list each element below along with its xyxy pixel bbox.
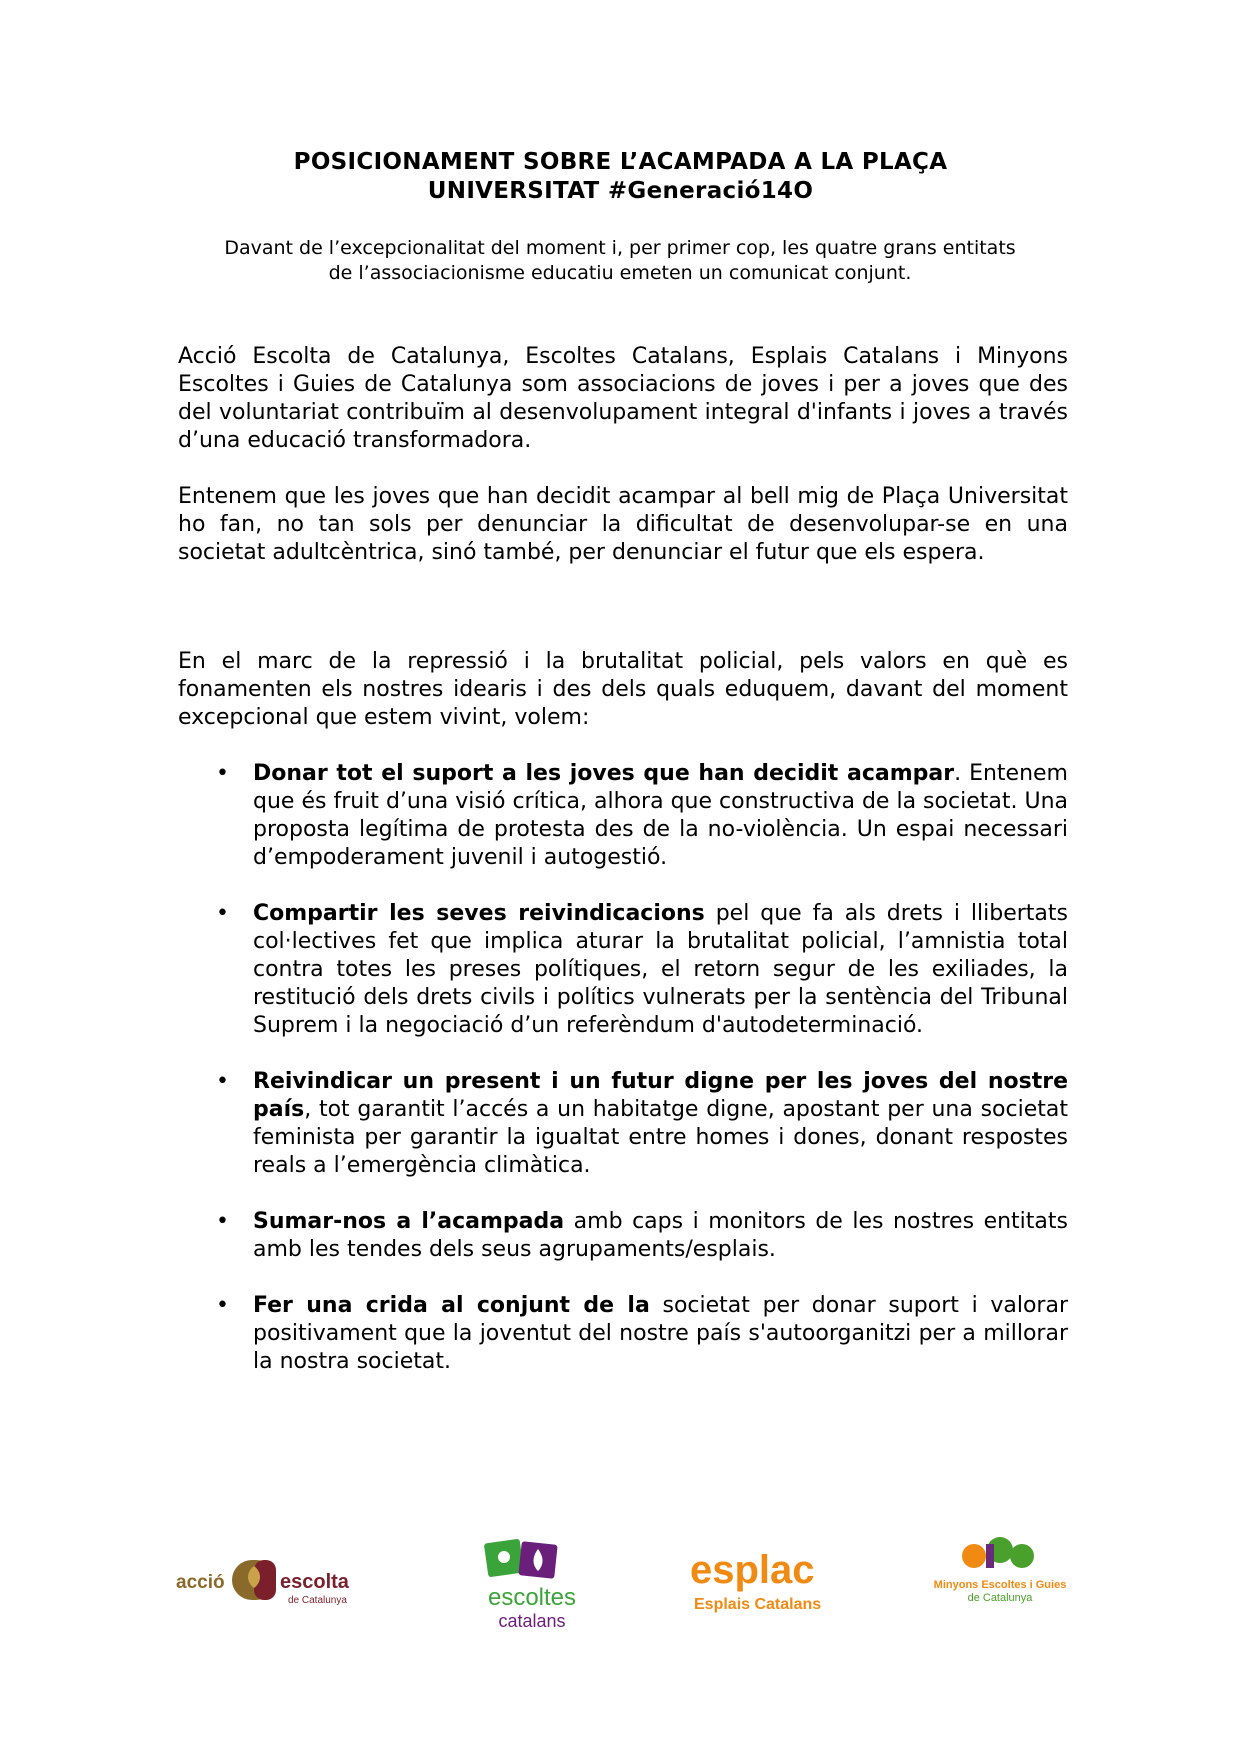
title-line-1: POSICIONAMENT SOBRE L’ACAMPADA A LA PLAÇA bbox=[293, 149, 948, 175]
logo-emblem-shape bbox=[962, 1544, 986, 1568]
paragraph-statement: En el marc de la repressió i la brutalitat policial, pels valors en què es fonamenten els nostres idearis i des dels quals eduquem, davant del moment excepcional que estem vivint, volem: bbox=[178, 649, 1068, 730]
logo-word: catalans bbox=[498, 1611, 566, 1631]
list-item-text: societat per donar suport i valorar positivament que la joventut del nostre país s'autoorganitzi per a millorar la nostra societat. bbox=[253, 1293, 1069, 1374]
logo-emblem-shape bbox=[986, 1544, 994, 1568]
logo-word: Esplais Catalans bbox=[694, 1596, 822, 1613]
logo-word: escolta bbox=[280, 1571, 349, 1593]
logo-word: de Catalunya bbox=[288, 1595, 347, 1606]
list-item bbox=[178, 1292, 1068, 1376]
list-item-bold: Donar tot el suport a les joves que han decidit acampar bbox=[253, 761, 955, 786]
logo-word: escoltes bbox=[487, 1584, 577, 1611]
list-item bbox=[178, 760, 1068, 872]
logo-word: acció bbox=[176, 1572, 225, 1593]
list-item-text: , tot garantit l’accés a un habitatge digne, apostant per una societat feminista per garantir la igualtat entre homes i dones, donant respostes reals a l’emergència climàtica. bbox=[253, 1097, 1068, 1178]
escoltes-catalans-logo bbox=[472, 1535, 592, 1635]
paragraph-context: Entenem que les joves que han decidit acampar al bell mig de Plaça Universitat ho fan, no tan sols per denunciar la dificultat de desenvolupar-se en una societat adultcèntrica, sinó també, per denunciar el futur que els espera. bbox=[178, 484, 1068, 565]
accio-escolta-logo bbox=[176, 1548, 356, 1618]
bullet-icon: • bbox=[216, 1069, 229, 1094]
list-item-bold: Compartir les seves reivindicacions bbox=[253, 901, 705, 926]
document-subtitle bbox=[170, 236, 1070, 286]
list-item bbox=[178, 1208, 1068, 1264]
title-line-2: UNIVERSITAT #Generació14O bbox=[427, 178, 814, 204]
demands-list bbox=[178, 760, 1068, 1376]
logo-word: Minyons Escoltes i Guies bbox=[933, 1579, 1067, 1591]
subtitle-line-1: Davant de l’excepcionalitat del moment i, per primer cop, les quatre grans entitats bbox=[224, 237, 1016, 259]
list-item-text: pel que fa als drets i llibertats col·lectives fet que implica aturar la brutalitat policial, l’amnistia total contra totes les preses polítiques, el retorn segur de les exiliades, la restitució dels drets civils i polítics vulnerats per la sentència del Tribunal Suprem i la negociació d’un referèndum d'autodeterminació. bbox=[253, 901, 1068, 1038]
list-item-bold: Reivindicar un present i un futur digne per les joves del nostre país bbox=[253, 1069, 1068, 1122]
list-item-bold: Fer una crida al conjunt de la bbox=[253, 1293, 650, 1318]
list-item-text: . Entenem que és fruit d’una visió crítica, alhora que constructiva de la societat. Una proposta legítima de protesta des de la no-violència. Un espai necessari d’empoderament juvenil i autogestió. bbox=[253, 761, 1068, 870]
bullet-icon: • bbox=[216, 1293, 229, 1318]
bullet-icon: • bbox=[216, 901, 229, 926]
clover-icon bbox=[498, 1551, 510, 1563]
list-item bbox=[178, 1068, 1068, 1180]
list-item-text: amb caps i monitors de les nostres entitats amb les tendes dels seus agrupaments/esplais. bbox=[253, 1209, 1068, 1262]
subtitle-line-2: de l’associacionisme educatiu emeten un comunicat conjunt. bbox=[328, 262, 912, 284]
bullet-icon: • bbox=[216, 761, 229, 786]
bullet-icon: • bbox=[216, 1209, 229, 1234]
list-item-bold: Sumar-nos a l’acampada bbox=[253, 1209, 565, 1234]
esplac-logo bbox=[690, 1543, 830, 1618]
paragraph-intro: Acció Escolta de Catalunya, Escoltes Catalans, Esplais Catalans i Minyons Escoltes i Guies de Catalunya som associacions de joves i per a joves que des del voluntariat contribuïm al desenvolupament integral d'infants i joves a través d’una educació transformadora. bbox=[178, 344, 1068, 453]
logo-emblem-shape bbox=[1010, 1544, 1034, 1568]
list-item bbox=[178, 900, 1068, 1040]
logo-word: esplac bbox=[690, 1548, 815, 1592]
document-title bbox=[0, 148, 1241, 206]
minyons-escoltes-logo bbox=[930, 1530, 1070, 1610]
logo-word: de Catalunya bbox=[967, 1592, 1033, 1604]
